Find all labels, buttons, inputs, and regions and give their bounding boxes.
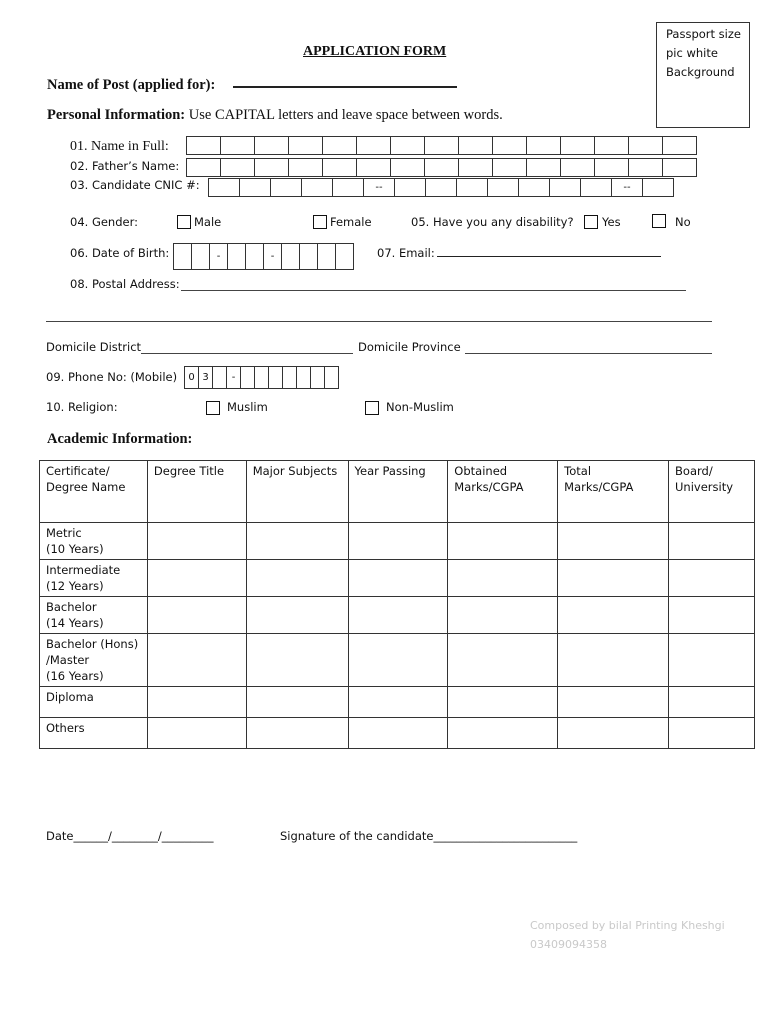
postal-address-label: 08. Postal Address: <box>70 277 180 291</box>
char-box[interactable] <box>594 136 629 155</box>
disability-no-label: No <box>675 215 691 229</box>
date-field[interactable]: Date______/________/_________ <box>46 829 214 843</box>
personal-info-instruction: Use CAPITAL letters and leave space between words. <box>188 107 503 123</box>
disability-label: 05. Have you any disability? <box>411 215 574 229</box>
char-box[interactable] <box>220 136 255 155</box>
char-box[interactable] <box>642 178 674 197</box>
entry-cell[interactable] <box>348 634 448 687</box>
gender-label: 04. Gender: <box>70 215 138 229</box>
entry-cell[interactable] <box>558 634 669 687</box>
char-box[interactable] <box>254 366 269 389</box>
char-box[interactable] <box>356 136 391 155</box>
table-row <box>40 718 755 749</box>
row-label-cell: Bachelor (14 Years) <box>40 597 148 634</box>
postal-address-line-2[interactable] <box>46 321 712 322</box>
entry-cell[interactable] <box>448 523 558 560</box>
char-box[interactable] <box>560 136 595 155</box>
char-box[interactable] <box>424 136 459 155</box>
column-header: Certificate/ Degree Name <box>40 461 148 523</box>
char-box[interactable] <box>288 136 323 155</box>
email-input-line[interactable] <box>437 256 661 257</box>
entry-cell[interactable] <box>246 718 348 749</box>
char-box[interactable] <box>220 158 255 177</box>
row-label-cell: Others <box>40 718 148 749</box>
domicile-province-line[interactable] <box>465 353 712 354</box>
entry-cell[interactable] <box>558 718 669 749</box>
entry-cell[interactable] <box>348 718 448 749</box>
muslim-checkbox[interactable] <box>206 401 220 415</box>
entry-cell[interactable] <box>348 597 448 634</box>
form-title: APPLICATION FORM <box>303 44 447 59</box>
char-box[interactable] <box>628 136 663 155</box>
char-box[interactable] <box>594 158 629 177</box>
char-box[interactable] <box>282 366 297 389</box>
entry-cell[interactable] <box>147 634 246 687</box>
passport-text-line: Background <box>666 65 735 79</box>
column-header: Degree Title <box>147 461 246 523</box>
entry-cell[interactable] <box>348 523 448 560</box>
char-box[interactable] <box>560 158 595 177</box>
table-row <box>40 634 755 687</box>
entry-cell[interactable] <box>348 560 448 597</box>
post-label: Name of Post (applied for): <box>47 77 216 93</box>
entry-cell[interactable] <box>448 687 558 718</box>
entry-cell[interactable] <box>348 687 448 718</box>
female-checkbox[interactable] <box>313 215 327 229</box>
char-box[interactable] <box>310 366 325 389</box>
passport-photo-box <box>656 22 750 128</box>
entry-cell[interactable] <box>558 560 669 597</box>
char-box[interactable] <box>239 178 271 197</box>
entry-cell[interactable] <box>669 597 755 634</box>
academic-table <box>39 460 755 749</box>
muslim-label: Muslim <box>227 400 268 414</box>
entry-cell[interactable] <box>669 634 755 687</box>
column-header: Obtained Marks/CGPA <box>448 461 558 523</box>
entry-cell[interactable] <box>147 560 246 597</box>
academic-info-heading: Academic Information: <box>47 431 193 447</box>
entry-cell[interactable] <box>246 560 348 597</box>
entry-cell[interactable] <box>448 597 558 634</box>
entry-cell[interactable] <box>147 523 246 560</box>
entry-cell[interactable] <box>669 560 755 597</box>
entry-cell[interactable] <box>246 597 348 634</box>
char-box[interactable] <box>390 158 425 177</box>
signature-field[interactable]: Signature of the candidate_________________________ <box>280 829 578 843</box>
phone-label: 09. Phone No: (Mobile) <box>46 370 178 384</box>
char-box[interactable] <box>288 158 323 177</box>
char-box[interactable] <box>270 178 302 197</box>
char-box[interactable] <box>322 158 357 177</box>
char-box[interactable]: - <box>263 243 282 270</box>
entry-cell[interactable] <box>669 523 755 560</box>
column-header: Year Passing <box>348 461 448 523</box>
char-box[interactable] <box>487 178 519 197</box>
disability-no-checkbox[interactable] <box>652 214 666 228</box>
char-box[interactable] <box>580 178 612 197</box>
table-row <box>40 560 755 597</box>
entry-cell[interactable] <box>558 687 669 718</box>
char-box[interactable] <box>173 243 192 270</box>
column-header: Major Subjects <box>246 461 348 523</box>
email-label: 07. Email: <box>377 246 435 260</box>
domicile-province-label: Domicile Province <box>358 340 461 354</box>
char-box[interactable] <box>424 158 459 177</box>
char-box[interactable] <box>191 243 210 270</box>
column-header: Board/ University <box>669 461 755 523</box>
entry-cell[interactable] <box>448 634 558 687</box>
academic-header-row <box>40 461 755 523</box>
disability-yes-label: Yes <box>602 215 621 229</box>
char-box[interactable] <box>356 158 391 177</box>
male-label: Male <box>194 215 222 229</box>
char-box[interactable] <box>492 136 527 155</box>
domicile-district-line[interactable] <box>141 353 353 354</box>
row-label-cell: Bachelor (Hons) /Master (16 Years) <box>40 634 148 687</box>
char-box[interactable] <box>301 178 333 197</box>
post-input-line[interactable] <box>233 86 457 88</box>
non-muslim-label: Non-Muslim <box>386 400 454 414</box>
entry-cell[interactable] <box>669 687 755 718</box>
dob-label: 06. Date of Birth: <box>70 246 170 260</box>
entry-cell[interactable] <box>246 687 348 718</box>
postal-address-line[interactable] <box>181 290 686 291</box>
char-box[interactable]: 3 <box>198 366 213 389</box>
char-box[interactable] <box>390 136 425 155</box>
char-box[interactable] <box>394 178 426 197</box>
char-box[interactable] <box>227 243 246 270</box>
passport-text-line: Passport size <box>666 27 741 41</box>
char-box[interactable] <box>526 136 561 155</box>
female-label: Female <box>330 215 372 229</box>
male-checkbox[interactable] <box>177 215 191 229</box>
char-box[interactable] <box>526 158 561 177</box>
char-box[interactable] <box>518 178 550 197</box>
char-box[interactable] <box>456 178 488 197</box>
char-box[interactable] <box>186 136 221 155</box>
char-box[interactable] <box>254 136 289 155</box>
char-box[interactable] <box>186 158 221 177</box>
passport-text-line: pic white <box>666 46 718 60</box>
char-box[interactable] <box>458 136 493 155</box>
entry-cell[interactable] <box>558 523 669 560</box>
table-row <box>40 523 755 560</box>
char-box[interactable] <box>324 366 339 389</box>
char-box[interactable] <box>268 366 283 389</box>
table-row <box>40 687 755 718</box>
table-row <box>40 597 755 634</box>
char-box[interactable] <box>281 243 300 270</box>
watermark-phone: 03409094358 <box>530 938 607 951</box>
religion-label: 10. Religion: <box>46 400 118 414</box>
char-box[interactable] <box>317 243 336 270</box>
char-box[interactable] <box>322 136 357 155</box>
char-box[interactable]: - <box>209 243 228 270</box>
personal-info-title: Personal Information: <box>47 107 186 123</box>
char-box[interactable]: - <box>226 366 241 389</box>
row-label-cell: Metric (10 Years) <box>40 523 148 560</box>
char-box[interactable] <box>254 158 289 177</box>
entry-cell[interactable] <box>669 718 755 749</box>
personal-info-heading <box>47 107 503 124</box>
watermark <box>530 916 725 954</box>
row-label-cell: Intermediate (12 Years) <box>40 560 148 597</box>
char-box[interactable] <box>208 178 240 197</box>
father-name-label: 02. Father’s Name: <box>70 159 180 173</box>
column-header: Total Marks/CGPA <box>558 461 669 523</box>
entry-cell[interactable] <box>558 597 669 634</box>
char-box[interactable] <box>662 136 697 155</box>
domicile-district-label: Domicile District <box>46 340 142 354</box>
char-box[interactable] <box>662 158 697 177</box>
char-box[interactable]: 0 <box>184 366 199 389</box>
entry-cell[interactable] <box>448 560 558 597</box>
entry-cell[interactable] <box>147 597 246 634</box>
char-box[interactable]: -- <box>611 178 643 197</box>
char-box[interactable] <box>628 158 663 177</box>
cnic-label: 03. Candidate CNIC #: <box>70 178 200 192</box>
entry-cell[interactable] <box>448 718 558 749</box>
char-box[interactable] <box>549 178 581 197</box>
row-label-cell: Diploma <box>40 687 148 718</box>
entry-cell[interactable] <box>147 718 246 749</box>
char-box[interactable] <box>425 178 457 197</box>
entry-cell[interactable] <box>246 634 348 687</box>
char-box[interactable] <box>296 366 311 389</box>
char-box[interactable] <box>212 366 227 389</box>
entry-cell[interactable] <box>246 523 348 560</box>
full-name-label: 01. Name in Full: <box>70 139 169 154</box>
char-box[interactable] <box>458 158 493 177</box>
char-box[interactable] <box>492 158 527 177</box>
char-box[interactable] <box>240 366 255 389</box>
char-box[interactable] <box>245 243 264 270</box>
non-muslim-checkbox[interactable] <box>365 401 379 415</box>
disability-yes-checkbox[interactable] <box>584 215 598 229</box>
char-box[interactable] <box>335 243 354 270</box>
watermark-text: Composed by bilal Printing Kheshgi <box>530 919 725 932</box>
char-box[interactable] <box>332 178 364 197</box>
char-box[interactable]: -- <box>363 178 395 197</box>
entry-cell[interactable] <box>147 687 246 718</box>
char-box[interactable] <box>299 243 318 270</box>
